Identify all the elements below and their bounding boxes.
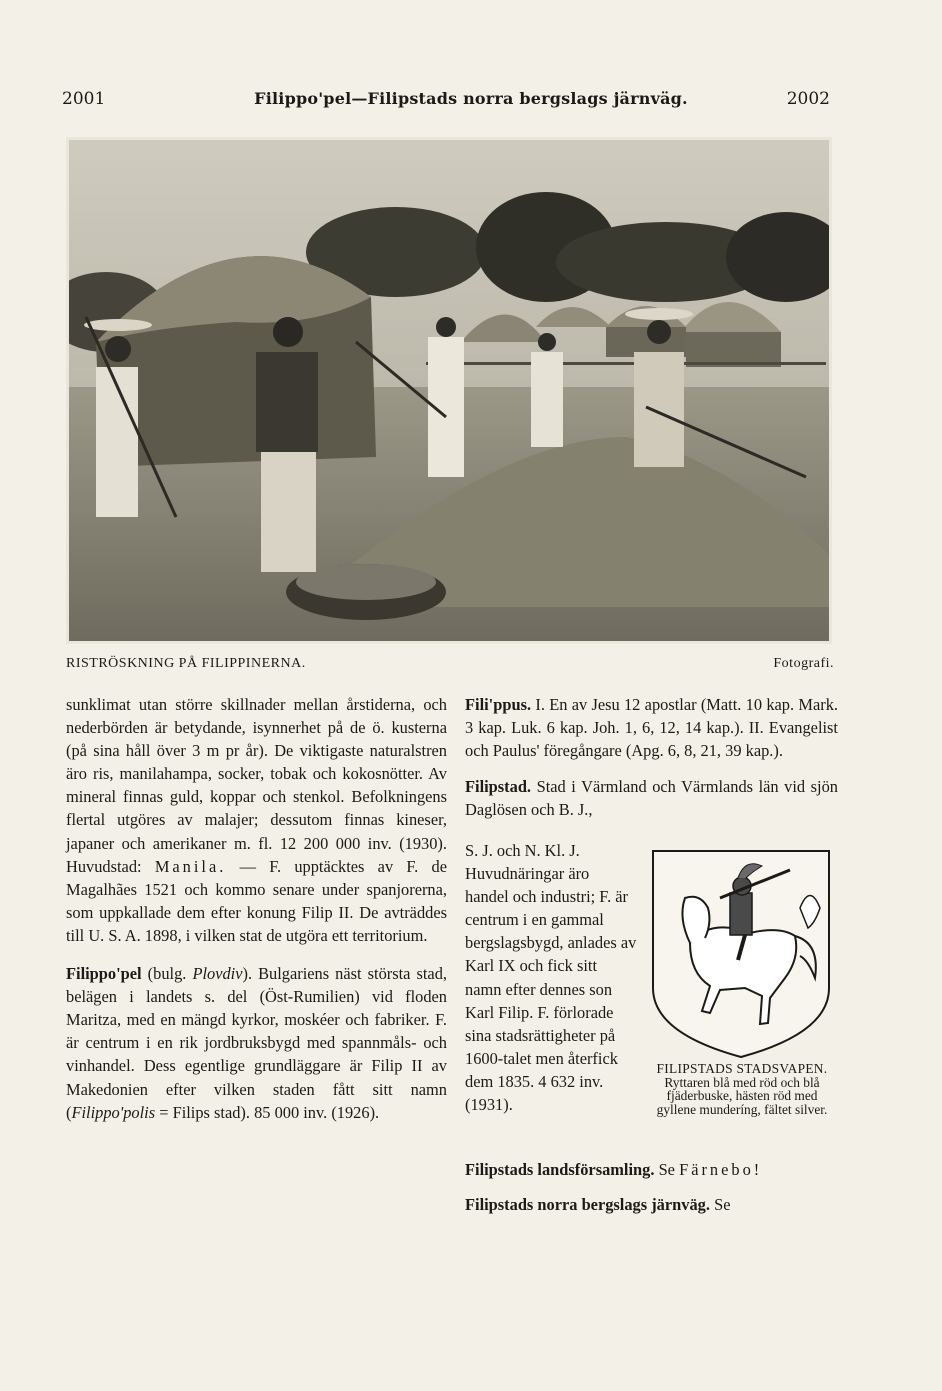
entry-text: ). Bulgariens näst största stad, belägen i landets s. del (Öst-Rumilien) vid floden Maritza, med en mängd kyrkor, moskéer och fabriker. F. är centrum i en rik jordbruksbygd med spannmåls- och vinhandel. Dess egentlige grundläggare är Filip II av Makedonien efter vilken staden fått sitt namn (: [66, 964, 447, 1122]
coat-of-arms-caption: [647, 1062, 837, 1116]
right-column-tail: [465, 1158, 838, 1216]
photo-illustration: [66, 137, 832, 644]
caption-text: Ryttaren blå med röd och blå fjäderbuske, hästen röd med gyllene munderíng, fältet silver.: [656, 1074, 828, 1117]
photo-caption: RISTRÖSKNING PÅ FILIPPINERNA.: [66, 656, 306, 671]
entry-filippopolis: Filippo'polis: [71, 1102, 156, 1122]
page-running-title: Filippo'pel—Filipstads norra bergslags järnväg.: [254, 89, 688, 108]
filipstad-entry: [465, 775, 838, 821]
shield-icon: [650, 848, 832, 1060]
capital-manila: Manila.: [154, 856, 227, 876]
filipstads-landsforsamling-entry: [465, 1158, 838, 1181]
entry-text: S. J. och N. Kl. J. Huvudnäringar äro handel och industri; F. är centrum i en gammal bergslagsbygd, anlades av Karl IX och fick sitt namn efter dennes son Karl Filip. F. förlorade sina stadsrättigheter på 1600-talet men återfick dem 1835. 4 632 inv. (1931).: [465, 841, 637, 1115]
filippopel-entry: [66, 962, 447, 1124]
entry-reference: Färnebo!: [679, 1160, 763, 1179]
entry-headword: Filipstads norra bergslags järnväg.: [465, 1195, 710, 1215]
entry-text: Stad i Värmland och Värmlands län vid sjön Daglösen och B. J.,: [465, 777, 838, 820]
entry-bulg: (bulg.: [147, 964, 187, 984]
entry-see: Se: [658, 1160, 675, 1179]
filipstads-jarnvag-entry: [465, 1193, 838, 1216]
right-page-number: 2002: [786, 89, 830, 109]
left-page-number: 2001: [62, 89, 106, 109]
entry-headword: Filipstad.: [465, 777, 532, 797]
left-column: [66, 693, 447, 1124]
entry-see: Se: [714, 1195, 731, 1215]
philippines-text: sunklimat utan större skillnader mellan årstiderna, och nederbörden är betydande, isynnerhet på de ö. kusterna (på sina håll över 3 m pr år). De viktigaste naturalstren äro ris, manilahampa, socker, tobak och kokosnötter. Av mineral finnas guld, koppar och stenkol. Befolkningens flertal utgöres av malajer; dessutom finnas kineser, japaner och amerikaner m. fl. 12 200 000 inv. (1930). Huvudstad:: [66, 695, 447, 876]
entry-headword: Filipstads landsförsamling.: [465, 1160, 655, 1179]
entry-headword: Fili'ppus.: [465, 695, 532, 714]
photo-credit: Fotografi.: [773, 656, 834, 671]
caption-title: FILIPSTADS STADSVAPEN.: [656, 1061, 828, 1076]
filipstad-entry-continued: [465, 839, 637, 1116]
filippus-entry: [465, 693, 838, 762]
entry-headword: Filippo'pel: [66, 964, 142, 984]
philippines-entry-continuation: [66, 693, 447, 947]
rice-threshing-photo: [66, 137, 832, 644]
entry-plovdiv: Plovdiv: [192, 964, 243, 984]
filipstad-coat-of-arms: [650, 848, 832, 1060]
entry-text-end: = Filips stad). 85 000 inv. (1926).: [159, 1102, 380, 1122]
entry-text: I. En av Jesu 12 apostlar (Matt. 10 kap. Mark. 3 kap. Luk. 6 kap. Joh. 1, 6, 12, 14 kap.). II. Evangelist och Paulus' föregångare (Apg. 6, 8, 21, 39 kap.).: [465, 695, 838, 761]
right-column: [465, 693, 838, 821]
philippines-history: — F. upptäcktes av F. de Magalhães 1521 och kommo senare under spanjorerna, som uppkallade dem efter konung Filip II. De avträddes till U. S. A. 1898, i vilken stat de utgöra ett territorium.: [66, 856, 447, 945]
